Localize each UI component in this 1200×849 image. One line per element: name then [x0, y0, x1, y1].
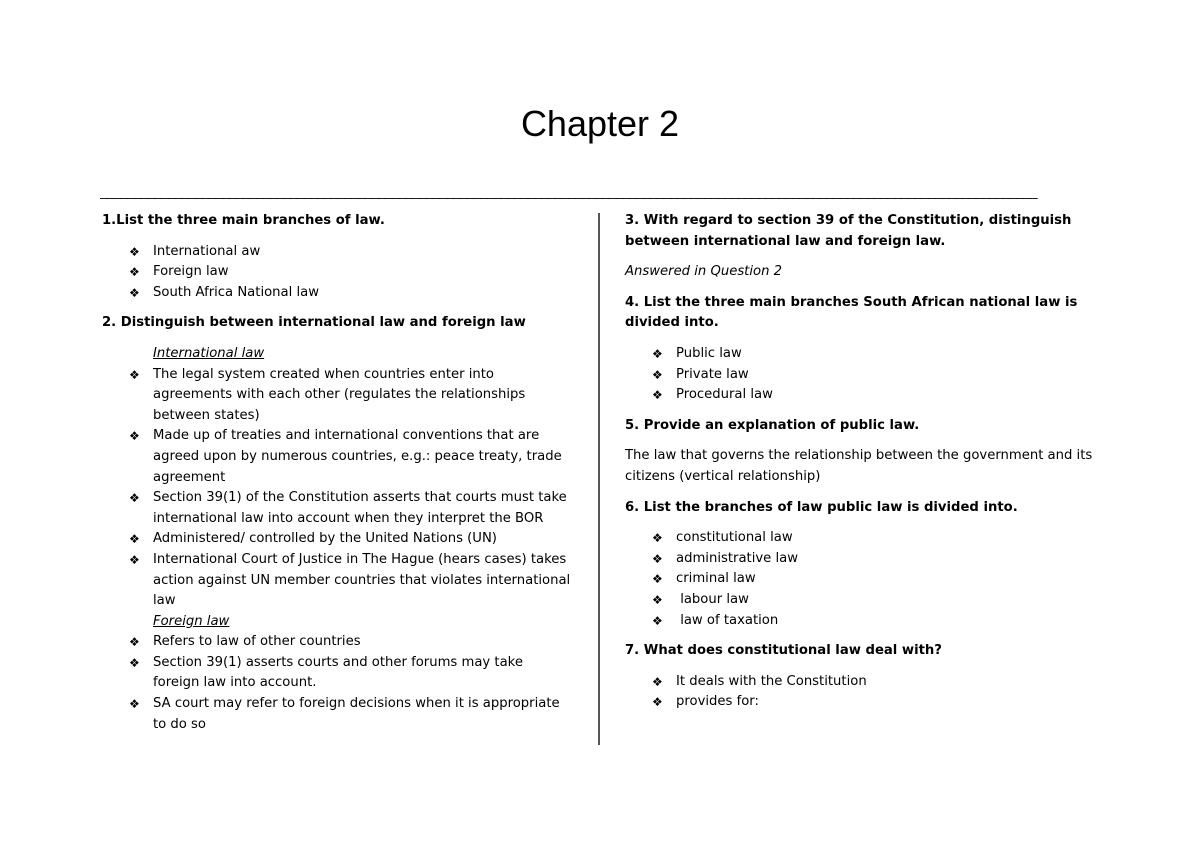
diamond-bullet-icon: ❖	[129, 285, 140, 300]
list-item: ❖ Foreign law	[102, 262, 572, 283]
list-item: ❖ It deals with the Constitution	[625, 672, 1095, 693]
diamond-bullet-icon: ❖	[129, 697, 140, 712]
list-item: ❖ labour law	[625, 590, 1095, 611]
horizontal-rule: __________________________________________________________________________________________________________________________________________	[100, 183, 1037, 199]
question-6-heading: 6. List the branches of law public law is divided into.	[625, 499, 1018, 515]
list-item: ❖ International aw	[102, 242, 572, 263]
list-item: ❖ constitutional law	[625, 528, 1095, 549]
question-4-heading: 4. List the three main branches South African national law is divided into.	[625, 294, 1078, 331]
list-item: ❖ South Africa National law	[102, 283, 572, 304]
list-item: ❖ administrative law	[625, 549, 1095, 570]
diamond-bullet-icon: ❖	[652, 388, 663, 403]
right-column	[625, 211, 1095, 723]
list-item: ❖ Section 39(1) asserts courts and other forums may take foreign law into account.	[129, 654, 523, 691]
diamond-bullet-icon: ❖	[652, 367, 663, 382]
question-2-heading: 2. Distinguish between international law and foreign law	[102, 315, 526, 331]
diamond-bullet-icon: ❖	[652, 674, 663, 689]
diamond-bullet-icon: ❖	[129, 244, 140, 259]
diamond-bullet-icon: ❖	[129, 635, 140, 650]
question-5-heading: 5. Provide an explanation of public law.	[625, 417, 920, 433]
list-item: ❖ Administered/ controlled by the United Nations (UN)	[102, 529, 572, 550]
list-item: ❖ International Court of Justice in The Hague (hears cases) takes action against UN member countries that violates international law	[129, 551, 571, 609]
diamond-bullet-icon: ❖	[652, 572, 663, 587]
list-item: ❖ Public law	[625, 344, 1095, 365]
diamond-bullet-icon: ❖	[652, 531, 663, 546]
diamond-bullet-icon: ❖	[652, 346, 663, 361]
list-item: ❖ provides for:	[625, 692, 1095, 713]
diamond-bullet-icon: ❖	[652, 613, 663, 628]
question-7-list	[625, 672, 1095, 713]
question-4-list	[625, 344, 1095, 406]
question-1-list	[102, 242, 572, 304]
question-5-answer: The law that governs the relationship between the government and its citizens (vertical relationship)	[625, 448, 1093, 484]
question-3-heading: 3. With regard to section 39 of the Constitution, distinguish between international law and foreign law.	[625, 213, 1072, 249]
question-3-answer: Answered in Question 2	[625, 264, 783, 280]
list-item: ❖ Procedural law	[625, 385, 1095, 406]
list-item: ❖ Refers to law of other countries	[102, 632, 572, 653]
diamond-bullet-icon: ❖	[129, 265, 140, 280]
diamond-bullet-icon: ❖	[129, 552, 140, 567]
diamond-bullet-icon: ❖	[652, 695, 663, 710]
diamond-bullet-icon: ❖	[129, 429, 140, 444]
diamond-bullet-icon: ❖	[652, 592, 663, 607]
international-law-list	[102, 365, 572, 612]
foreign-law-list	[102, 632, 572, 735]
diamond-bullet-icon: ❖	[129, 655, 140, 670]
list-item: ❖ Made up of treaties and international conventions that are agreed upon by numerous countries, e.g.: peace treaty, trade agreement	[129, 428, 562, 485]
page-title: Chapter 2	[520, 103, 680, 144]
list-item: ❖ Section 39(1) of the Constitution asserts that courts must take international law into account when they interpret the BOR	[129, 490, 567, 526]
diamond-bullet-icon: ❖	[129, 491, 140, 506]
list-item: ❖ Private law	[625, 365, 1095, 386]
question-1-heading: 1.List the three main branches of law.	[102, 213, 385, 228]
list-item: ❖ law of taxation	[625, 611, 1095, 632]
question-6-list	[625, 528, 1095, 631]
list-item: ❖ criminal law	[625, 569, 1095, 590]
diamond-bullet-icon: ❖	[652, 551, 663, 566]
column-divider	[598, 213, 600, 745]
diamond-bullet-icon: ❖	[129, 532, 140, 547]
left-column	[102, 211, 572, 745]
question-7-heading: 7. What does constitutional law deal with?	[625, 643, 942, 659]
list-item: ❖ SA court may refer to foreign decisions when it is appropriate to do so	[129, 696, 560, 732]
international-law-subheading: International law	[153, 345, 265, 361]
foreign-law-subheading: Foreign law	[153, 613, 230, 629]
diamond-bullet-icon: ❖	[129, 367, 140, 382]
list-item: ❖ The legal system created when countries enter into agreements with each other (regulates the relationships between states)	[129, 366, 526, 423]
